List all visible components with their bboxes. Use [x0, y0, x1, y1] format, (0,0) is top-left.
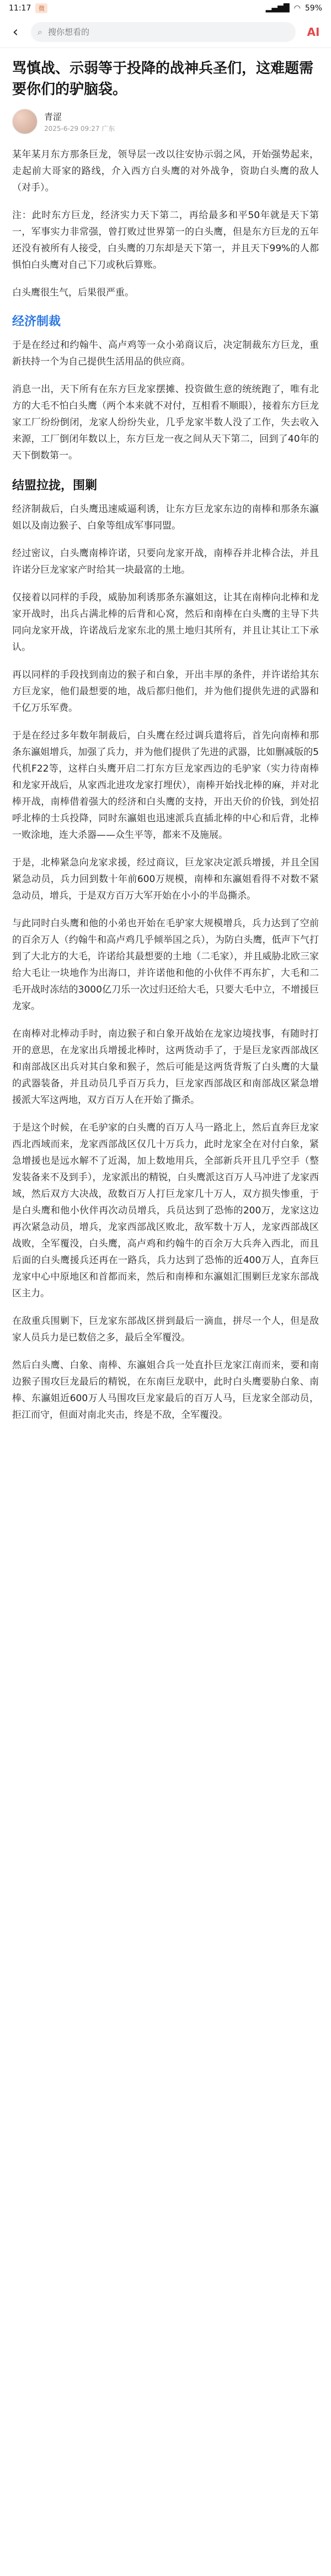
- signal-icon: ▂▄▆█: [265, 4, 290, 13]
- author-name[interactable]: 青涩: [44, 112, 62, 122]
- ai-logo-icon[interactable]: AI: [307, 25, 320, 39]
- top-bar: [0, 17, 331, 48]
- author-meta: [44, 110, 115, 133]
- author-avatar[interactable]: [12, 109, 38, 134]
- status-bar: [0, 0, 331, 17]
- section-paragraph: 在敌重兵围剿下，巨龙家东部战区拼到最后一滴血，拼尽一个人，但是敌家人员兵力是已数倍之多，最后全军覆没。: [12, 1316, 319, 1343]
- section-heading: 经济制裁: [12, 315, 61, 329]
- section-paragraph: 仅接着以同样的手段，威胁加利诱那条东瀛姐这，让其在南棒向北棒和龙家开战时，出兵占满北棒的后背和心窝，然后和南棒在白头鹰的主导下共同向龙家开战，许诺战后龙家东北的黑土地归其所有，并且让其让工下承认。: [12, 592, 319, 653]
- article-title: 骂慎战、示弱等于投降的战神兵圣们，这难题需要你们的驴脑袋。: [12, 60, 314, 98]
- intro-paragraph: 白头鹰很生气，后果很严重。: [12, 287, 134, 298]
- section-paragraph: 再以同样的手段找到南边的猴子和白象，开出丰厚的条件，并许诺给其东方巨龙家，他们最想要的地，战后都归他们，并为他们提供先进的武器和千亿万乐军费。: [12, 669, 319, 714]
- section-heading: 结盟拉拢，围剿: [12, 479, 98, 493]
- chevron-left-icon: ‹: [12, 24, 19, 40]
- status-badge: 微: [35, 3, 47, 13]
- search-input[interactable]: [47, 27, 289, 38]
- search-bar[interactable]: [31, 22, 296, 42]
- section-paragraph: 于是这个时候，在毛驴家的白头鹰的百万人马一路北上，然后直奔巨龙家西北西域而来，龙家西部战区仅几十万兵力，此时龙家全在对付白象，紧急增援也是远水解不了近渴，加上数地用兵，全部新兵开且几乎空手（整发装备来不及到手），龙家派出的精锐，白头鹰派这百万人马冲进了龙家西域，然后双方大决战，敌数百万人打巨龙家几十万人，双方损失惨重，于是白头鹰和他小伙伴再次动员增兵，兵员达到了恐怖的200万，龙家这边再次紧急动员，增兵，龙家西部战区败北，敌军数十万人，龙家西部战区战败，全军覆没，白头鹰，高卢鸡和约翰牛的百余万大兵奔入西北，而且后面的白头鹰援兵还再在一路兵，兵力达到了恐怖的近400万人，直奔巨龙家中心中原地区和首都而来，然后和南棒和东瀛姐汇围剿巨龙家东部战区主力。: [12, 1122, 319, 1299]
- section-paragraph: 经济制裁后，白头鹰迅速威逼利诱，让东方巨龙家东边的南棒和那条东瀛姐以及南边猴子、白象等组成军事同盟。: [12, 504, 319, 531]
- section-paragraph: 经过密议，白头鹰南棒许诺，只要向龙家开战，南棒吞并北棒合法，并且许诺分巨龙家家产时给其一块最富的土地。: [12, 548, 319, 576]
- status-right: [266, 4, 322, 13]
- section-paragraph: 于是在经过多年数年制裁后，白头鹰在经过调兵遣将后，首先向南棒和那条东瀛姐增兵，加强了兵力，并为他们提供了先进的武器，比如删减版的5代机F22等，这样白头鹰开启二打东方巨龙家西边的毛驴家（实力待南棒和龙家开战后，从家西北进攻龙家打埋伏），南棒开始找北棒的麻，并对北棒开战，南棒借着强大的经济和白头鹰的支持，开出天价的价钱，到处招呼北棒的士兵投降，同时东瀛姐也迅速派兵直插北棒的中心和后背，北棒一败涂地，连大杀器——众生平等，都来不及施展。: [12, 730, 319, 841]
- section-paragraph: 然后白头鹰、白象、南棒、东瀛姐合兵一处直扑巨龙家江南而来，要和南边猴子围攻巨龙最后的精锐，在东南巨龙联中，此时白头鹰要胁白象、南棒、东瀛姐近600万人马围攻巨龙家最后的百万人马，巨龙家全部动员，拒江而守，但面对南北夹击，终是不敌，全军覆没。: [12, 1360, 319, 1421]
- section-paragraph: 于是，北棒紧急向龙家求援，经过商议，巨龙家决定派兵增援，并且全国紧急动员，兵力回到数十年前600万规模，南棒和东瀛姐看得不对数不紧急动员，增兵，于是双方百万大军开始在小小的半岛撕杀。: [12, 857, 319, 901]
- wifi-icon: ◠: [293, 4, 301, 13]
- section-paragraph: 在南棒对北棒动手时，南边猴子和白象开战始在龙家边境找事，有随时打开的意思，在龙家出兵增援北棒时，这两货动手了，于是巨龙家西部战区和南部战区出兵对其白象和猴子，然后可能是这两货背叛了白头鹰的大量的武器装备，并且动员几乎百万兵力，巨龙家西部战区和南部战区紧急增援派大军这两地，双方百万人在开始了撕杀。: [12, 1028, 319, 1106]
- battery-level: 59%: [305, 4, 322, 13]
- post-meta: 2025-6-29 09:27 广东: [44, 125, 115, 133]
- section-paragraph: 消息一出，天下所有在东方巨龙家摆摊、投资做生意的统统跑了，唯有北方的大毛不怕白头鹰（两个本来就不对付，互相看不顺眼），接着东方巨龙家工厂纷纷倒闭，龙家人纷纷失业，几乎龙家半数人没了工作，失去收入来源，工厂倒闭年数以上，东方巨龙一夜之间从天下第二，回到了40年的天下倒数第一。: [12, 384, 319, 461]
- article: [0, 48, 331, 1423]
- author-row: [12, 109, 319, 134]
- section-paragraph: 于是在经过和约翰牛、高卢鸡等一众小弟商议后，决定制裁东方巨龙，重新扶持一个为自己提供生活用品的供应商。: [12, 340, 319, 367]
- intro-paragraph: 注：此时东方巨龙，经济实力天下第二，再给最多和平50年就是天下第一，军事实力非常强，曾打败过世界第一的白头鹰，但是东方巨龙的五年还没有被所有人接受，白头鹰的刀东却是天下第一，并且天下99%的人都惧怕白头鹰对自己下刀或秋后算账。: [12, 210, 319, 271]
- status-time: 11:17: [9, 4, 31, 13]
- search-icon: ⌕: [38, 27, 42, 37]
- back-button[interactable]: [6, 22, 25, 42]
- intro-paragraph: 某年某月东方那条巨龙，领导层一改以往安协示弱之风，开始强势起来，走起前大哥家的路线，介入西方白头鹰的对外战争，资助白头鹰的敌人（对手）。: [12, 149, 319, 193]
- status-left: [9, 3, 47, 13]
- section-paragraph: 与此同时白头鹰和他的小弟也开始在毛驴家大规模增兵，兵力达到了空前的百余万人（约翰牛和高卢鸡几乎倾举国之兵），为防白头鹰，低声下气打到了大北方的大毛，许诺给其最想要的土地（二毛家），并且威胁北欧三家给大毛让一块地作为出海口，并许诺他和他的小伙伴不再东扩，大毛和二毛开战时冻结的3000亿刀乐一次过归还给大毛，只要大毛中立，不增援巨龙家。: [12, 918, 319, 1012]
